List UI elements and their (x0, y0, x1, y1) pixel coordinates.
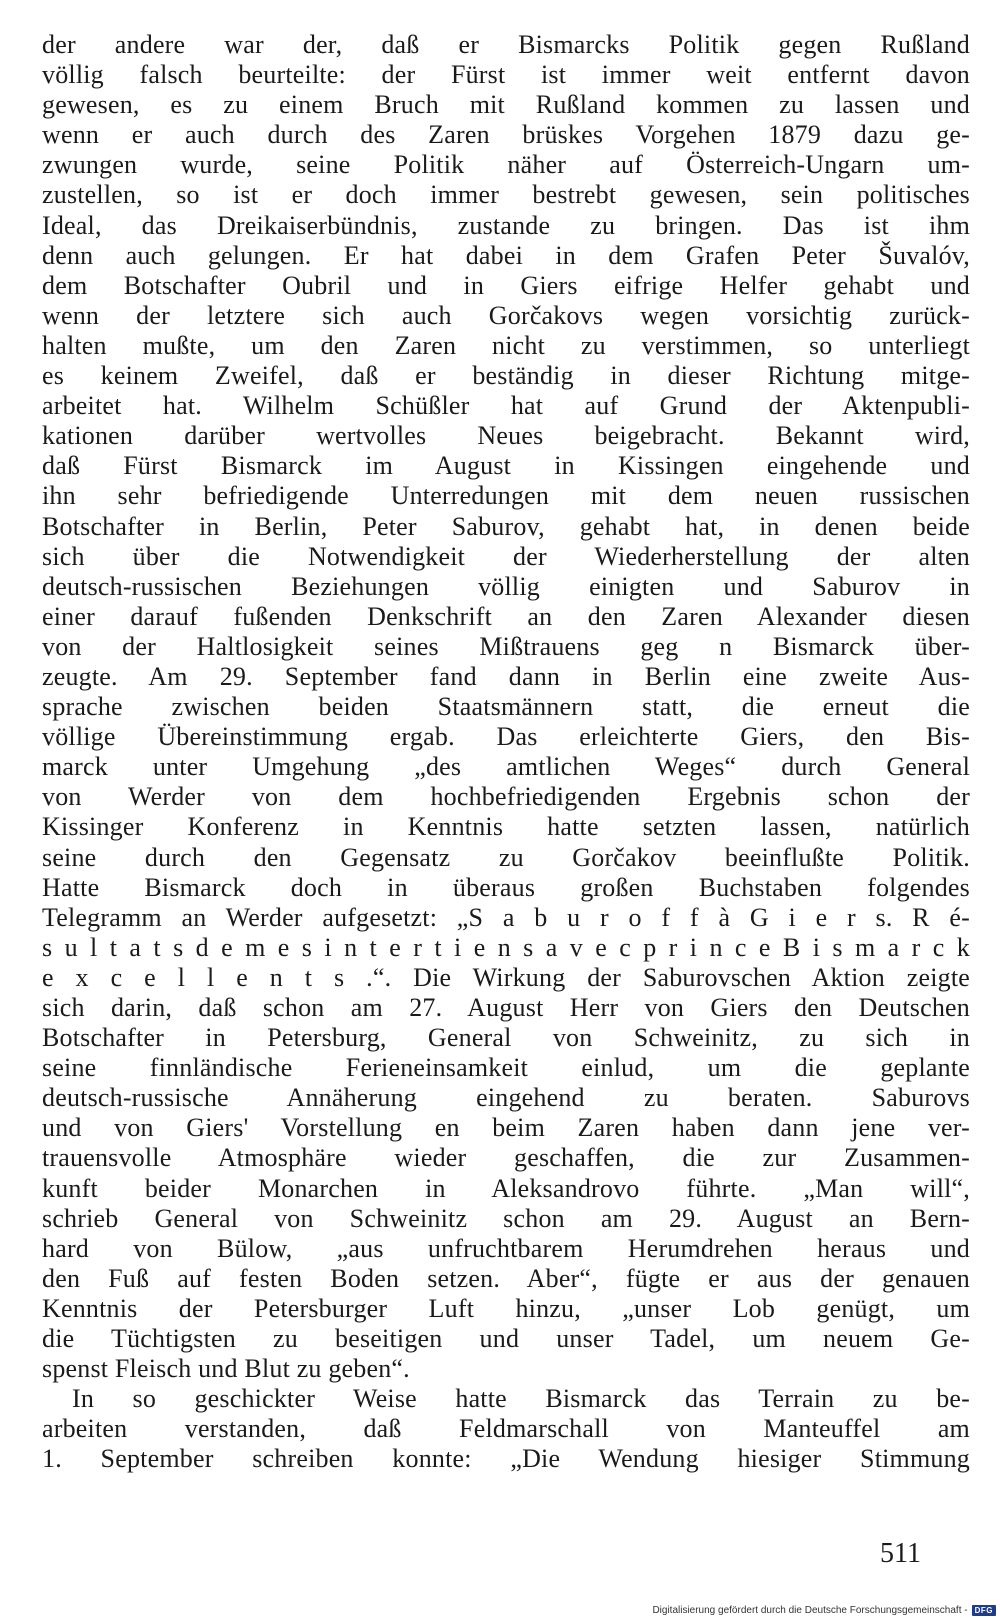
text-line: 1. September schreiben konnte: „Die Wendung hiesiger Stimmung (42, 1444, 970, 1474)
text-line: Kissinger Konferenz in Kenntnis hatte setzten lassen, natürlich (42, 812, 970, 842)
text-line: daß Fürst Bismarck im August in Kissingen eingehende und (42, 451, 970, 481)
body-text (42, 30, 970, 1475)
text-line: sich darin, daß schon am 27. August Herr von Giers den Deutschen (42, 993, 970, 1022)
text-line: Kenntnis der Petersburger Luft hinzu, „unser Lob genügt, um (42, 1293, 970, 1323)
text-line: von der Haltlosigkeit seines Mißtrauens geg n Bismarck über- (42, 631, 970, 661)
text-line: arbeitet hat. Wilhelm Schüßler hat auf Grund der Aktenpubli- (42, 391, 970, 421)
text-line: völlig falsch beurteilte: der Fürst ist immer weit entfernt davon (42, 60, 970, 90)
text-line: In so geschickter Weise hatte Bismarck das Terrain zu be- (72, 1384, 970, 1414)
text-line: den Fuß auf festen Boden setzen. Aber“, fügte er aus der genauen (42, 1263, 970, 1293)
text-line: von Werder von dem hochbefriedigenden Ergebnis schon der (42, 782, 970, 812)
text-line: sich über die Notwendigkeit der Wiederherstellung der alten (42, 541, 970, 571)
text-line: und von Giers' Vorstellung en beim Zaren haben dann jene ver- (42, 1113, 970, 1143)
footer-text: Digitalisierung gefördert durch die Deutsche Forschungsgemeinschaft - (652, 1605, 968, 1616)
text-line: dem Botschafter Oubril und in Giers eifrige Helfer gehabt und (42, 270, 970, 300)
text-line: Ideal, das Dreikaiserbündnis, zustande zu bringen. Das ist ihm (42, 210, 970, 240)
text-line: wenn er auch durch des Zaren brüskes Vorgehen 1879 dazu ge- (42, 120, 970, 150)
text-line: zeugte. Am 29. September fand dann in Berlin eine zweite Aus- (42, 661, 970, 691)
text-line: kunft beider Monarchen in Aleksandrovo führte. „Man will“, (42, 1173, 970, 1203)
text-line: seine finnländische Ferieneinsamkeit einlud, um die geplante (42, 1053, 970, 1083)
text-line: sprache zwischen beiden Staatsmännern statt, die erneut die (42, 692, 970, 722)
text-line: s u l t a t s d e m e s i n t e r t i e n s a v e c p r i n c e B i s m a r c k (42, 932, 970, 962)
text-line: es keinem Zweifel, daß er beständig in dieser Richtung mitge- (42, 361, 970, 391)
text-line: einer darauf fußenden Denkschrift an den Zaren Alexander diesen (42, 601, 970, 631)
text-line: der andere war der, daß er Bismarcks Politik gegen Rußland (42, 30, 970, 59)
dfg-logo-icon: DFG (972, 1605, 996, 1616)
text-line: halten mußte, um den Zaren nicht zu verstimmen, so unterliegt (42, 330, 970, 360)
digitization-footer (652, 1605, 996, 1616)
text-line: trauensvolle Atmosphäre wieder geschaffen, die zur Zusammen- (42, 1143, 970, 1173)
text-line: gewesen, es zu einem Bruch mit Rußland kommen zu lassen und (42, 90, 970, 120)
text-line: Telegramm an Werder aufgesetzt: „S a b u r o f f à G i e r s. R é- (42, 902, 970, 932)
text-line: zwungen wurde, seine Politik näher auf Österreich-Ungarn um- (42, 150, 970, 180)
text-line: arbeiten verstanden, daß Feldmarschall von Manteuffel am (42, 1414, 970, 1444)
text-line: marck unter Umgehung „des amtlichen Weges“ durch General (42, 752, 970, 782)
text-line: e x c e l l e n t s .“. Die Wirkung der Saburovschen Aktion zeigte (42, 962, 970, 992)
text-line: Hatte Bismarck doch in überaus großen Buchstaben folgendes (42, 872, 970, 902)
text-line: kationen darüber wertvolles Neues beigebracht. Bekannt wird, (42, 421, 970, 451)
text-line: deutsch-russischen Beziehungen völlig einigten und Saburov in (42, 571, 970, 601)
text-line: zustellen, so ist er doch immer bestrebt gewesen, sein politisches (42, 180, 970, 210)
text-line: spenst Fleisch und Blut zu geben“. (42, 1354, 410, 1384)
text-line: völlige Übereinstimmung ergab. Das erleichterte Giers, den Bis- (42, 722, 970, 752)
text-line: Botschafter in Berlin, Peter Saburov, gehabt hat, in denen beide (42, 511, 970, 541)
text-line: schrieb General von Schweinitz schon am 29. August an Bern- (42, 1203, 970, 1233)
text-line: die Tüchtigsten zu beseitigen und unser Tadel, um neuem Ge- (42, 1324, 970, 1354)
page-number: 511 (880, 1538, 921, 1569)
text-line: seine durch den Gegensatz zu Gorčakov beeinflußte Politik. (42, 842, 970, 872)
text-line: Botschafter in Petersburg, General von Schweinitz, zu sich in (42, 1023, 970, 1053)
text-line: ihn sehr befriedigende Unterredungen mit dem neuen russischen (42, 481, 970, 511)
text-line: denn auch gelungen. Er hat dabei in dem Grafen Peter Šuvalóv, (42, 240, 970, 270)
text-line: wenn der letztere sich auch Gorčakovs wegen vorsichtig zurück- (42, 300, 970, 330)
text-line: deutsch-russische Annäherung eingehend zu beraten. Saburovs (42, 1083, 970, 1113)
text-line: hard von Bülow, „aus unfruchtbarem Herumdrehen heraus und (42, 1233, 970, 1263)
